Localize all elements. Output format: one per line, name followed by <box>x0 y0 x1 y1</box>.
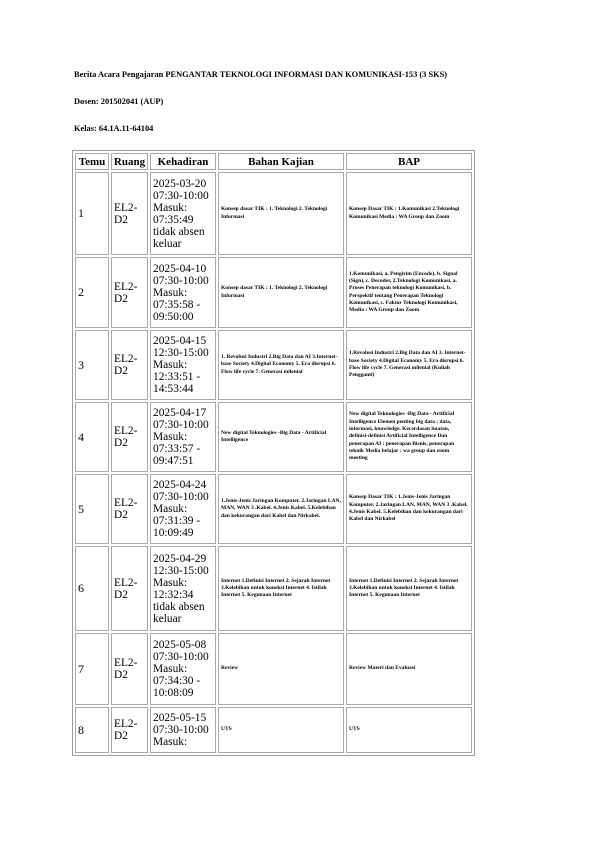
page-title: Berita Acara Pengajaran PENGANTAR TEKNOLOGI INFORMASI DAN KOMUNIKASI-153 (3 SKS) <box>74 70 448 79</box>
attendance-line: 07:35:58 - <box>153 298 201 311</box>
attendance-line: Masuk: <box>153 663 188 675</box>
room-cell: EL2-D2 <box>111 546 148 631</box>
attendance-cell <box>150 707 216 753</box>
column-header-ruang: Ruang <box>111 153 148 170</box>
room-cell: EL2-D2 <box>111 402 148 472</box>
attendance-line: 07:30-10:00 <box>153 419 209 431</box>
attendance-line: 07:30-10:00 <box>153 491 209 503</box>
table-row <box>75 474 472 544</box>
class-info: Kelas: 64.1A.11-64104 <box>74 124 154 133</box>
attendance-line: 12:33:51 - <box>153 371 201 383</box>
room-cell: EL2-D2 <box>111 633 148 705</box>
meeting-number-cell: 3 <box>75 330 109 400</box>
attendance-line: 2025-05-08 <box>153 639 207 651</box>
bap-cell: Konsep Dasar TIK : 1.Jenis-Jenis Jaringan Komputer. 2.Jaringan LAN, MAN, WAN 3 .Kabel. 4.Jenis Kabel. 5.Kelebihan dan kekurangan dari Kabel dan Nirkabel <box>346 474 472 544</box>
study-material-cell: Konsep dasar TIK : 1. Teknologi 2. Teknologi Informasi <box>218 172 344 255</box>
attendance-cell <box>150 633 216 705</box>
bap-cell: UTS <box>346 707 472 753</box>
bap-cell: Konsep Dasar TIK : 1.Komunikasi 2.Teknologi Komunikasi Media : WA Group dan Zoom <box>346 172 472 255</box>
bap-cell: 1.Komunikasi, a. Pengirim (Encode), b. Signal (Sign), c. Decoder, 2.Teknologi Komunikasi, a. Proses Penerapan teknologi Komunikasi, b. Perspektif tentang Penerapan Teknologi Komunikasi, c. Faktor Teknologi Komunikasi, Media : WA Group dan Zoom <box>346 257 472 328</box>
meeting-number-cell: 6 <box>75 546 109 631</box>
room-cell: EL2-D2 <box>111 330 148 400</box>
room-cell: EL2-D2 <box>111 474 148 544</box>
attendance-line: 2025-03-20 <box>153 177 207 190</box>
study-material-cell: Internet 1.Definisi Internet 2. Sejarah Internet 3.Kelebihan untuk koneksi Internet 4. Istilah Internet 5. Kegunaan Internet <box>218 546 344 631</box>
attendance-line: 2025-05-15 <box>153 712 207 724</box>
attendance-line: Masuk: <box>153 503 188 515</box>
attendance-cell <box>150 546 216 631</box>
table-row <box>75 707 472 753</box>
column-header-bahan-kajian: Bahan Kajian <box>218 153 344 170</box>
attendance-cell <box>150 172 216 255</box>
attendance-line: 2025-04-15 <box>153 335 207 347</box>
attendance-line: 12:30-15:00 <box>153 347 209 359</box>
study-material-cell: Konsep dasar TIK : 1. Teknologi 2. Teknologi Informasi <box>218 257 344 328</box>
attendance-line: 07:30-10:00 <box>153 651 209 663</box>
attendance-line: Masuk: <box>153 359 188 371</box>
room-cell: EL2-D2 <box>111 257 148 328</box>
attendance-line: 14:53:44 <box>153 383 194 395</box>
table-row <box>75 546 472 631</box>
room-cell: EL2-D2 <box>111 707 148 753</box>
lecturer-info: Dosen: 201502041 (AUP) <box>74 97 164 106</box>
attendance-line: Masuk: <box>153 431 188 443</box>
study-material-cell: 1.Jenis-Jenis Jaringan Komputer. 2.Jaringan LAN, MAN, WAN 3 .Kabel. 4.Jenis Kabel. 5.Kelebihan dan kekurangan dari Kabel dan Nirkabel. <box>218 474 344 544</box>
attendance-line: 07:30-10:00 <box>153 274 209 287</box>
table-header-row <box>75 153 472 170</box>
bap-cell: 1.Revolusi Industri 2.Big Data dan AI 3. Internet-base Society 4.Digital Economy 5. Era disrupsi 6. Flow life cycle 7. Generasi milenial (Kuliah Pengganti) <box>346 330 472 400</box>
table-row <box>75 330 472 400</box>
attendance-line: Masuk: <box>153 736 188 748</box>
attendance-line: 10:09:49 <box>153 527 194 539</box>
bap-cell: Review Materi dan Evaluasi <box>346 633 472 705</box>
attendance-cell <box>150 330 216 400</box>
attendance-table <box>72 150 475 756</box>
attendance-cell <box>150 474 216 544</box>
attendance-line: 07:35:49 <box>153 213 194 226</box>
attendance-line: 07:33:57 - <box>153 443 201 455</box>
attendance-line: Masuk: <box>153 576 188 589</box>
meeting-number-cell: 7 <box>75 633 109 705</box>
attendance-line: Masuk: <box>153 201 188 214</box>
study-material-cell: New digital Teknologies -Big Data - Artificial Intelligence <box>218 402 344 472</box>
attendance-line: 09:47:51 <box>153 455 194 467</box>
attendance-line: 07:30-10:00 <box>153 189 209 202</box>
column-header-kehadiran: Kehadiran <box>150 153 216 170</box>
attendance-line: Masuk: <box>153 286 188 299</box>
meeting-number-cell: 5 <box>75 474 109 544</box>
table-row <box>75 257 472 328</box>
attendance-line: tidak absen <box>153 225 205 238</box>
table-row <box>75 633 472 705</box>
attendance-line: tidak absen <box>153 600 205 613</box>
attendance-line: 07:31:39 - <box>153 515 201 527</box>
column-header-bap: BAP <box>346 153 472 170</box>
meeting-number-cell: 2 <box>75 257 109 328</box>
study-material-cell: Review <box>218 633 344 705</box>
attendance-line: 12:30-15:00 <box>153 564 209 577</box>
attendance-line: 2025-04-17 <box>153 407 207 419</box>
study-material-cell: UTS <box>218 707 344 753</box>
attendance-line: 2025-04-10 <box>153 262 207 275</box>
attendance-line: 07:34:30 - <box>153 675 201 687</box>
bap-cell: Internet 1.Definisi Internet 2. Sejarah Internet 3.Kelebihan untuk koneksi Internet 4. Istilah Internet 5. Kegunaan Internet <box>346 546 472 631</box>
meeting-number-cell: 1 <box>75 172 109 255</box>
attendance-line: 2025-04-29 <box>153 552 207 565</box>
room-cell: EL2-D2 <box>111 172 148 255</box>
bap-cell: New digital Teknologies -Big Data - Artificial Intelligence Elemen penting big data : data, informasi, knowledge. Kecerdasan buatan, definisi-definisi Artificial Intelligence Dan penerapan AI : penerapan Bisnis, penerapan teknik Media belajar : wa group dan zoom meeting <box>346 402 472 472</box>
meeting-number-cell: 8 <box>75 707 109 753</box>
attendance-cell <box>150 257 216 328</box>
attendance-cell <box>150 402 216 472</box>
table-row <box>75 402 472 472</box>
attendance-line: 07:30-10:00 <box>153 724 209 736</box>
attendance-line: 12:32:34 <box>153 588 194 601</box>
table-row <box>75 172 472 255</box>
attendance-line: keluar <box>153 237 182 250</box>
attendance-line: 10:08:09 <box>153 687 194 699</box>
column-header-temu: Temu <box>75 153 109 170</box>
meeting-number-cell: 4 <box>75 402 109 472</box>
attendance-line: keluar <box>153 612 182 625</box>
attendance-line: 09:50:00 <box>153 310 194 323</box>
attendance-line: 2025-04-24 <box>153 479 207 491</box>
study-material-cell: 1. Revolusi Industri 2.Big Data dan AI 3.Internet-base Society 4.Digital Economy 5. Era disrupsi 6. Flow life cycle 7. Generasi milenial <box>218 330 344 400</box>
